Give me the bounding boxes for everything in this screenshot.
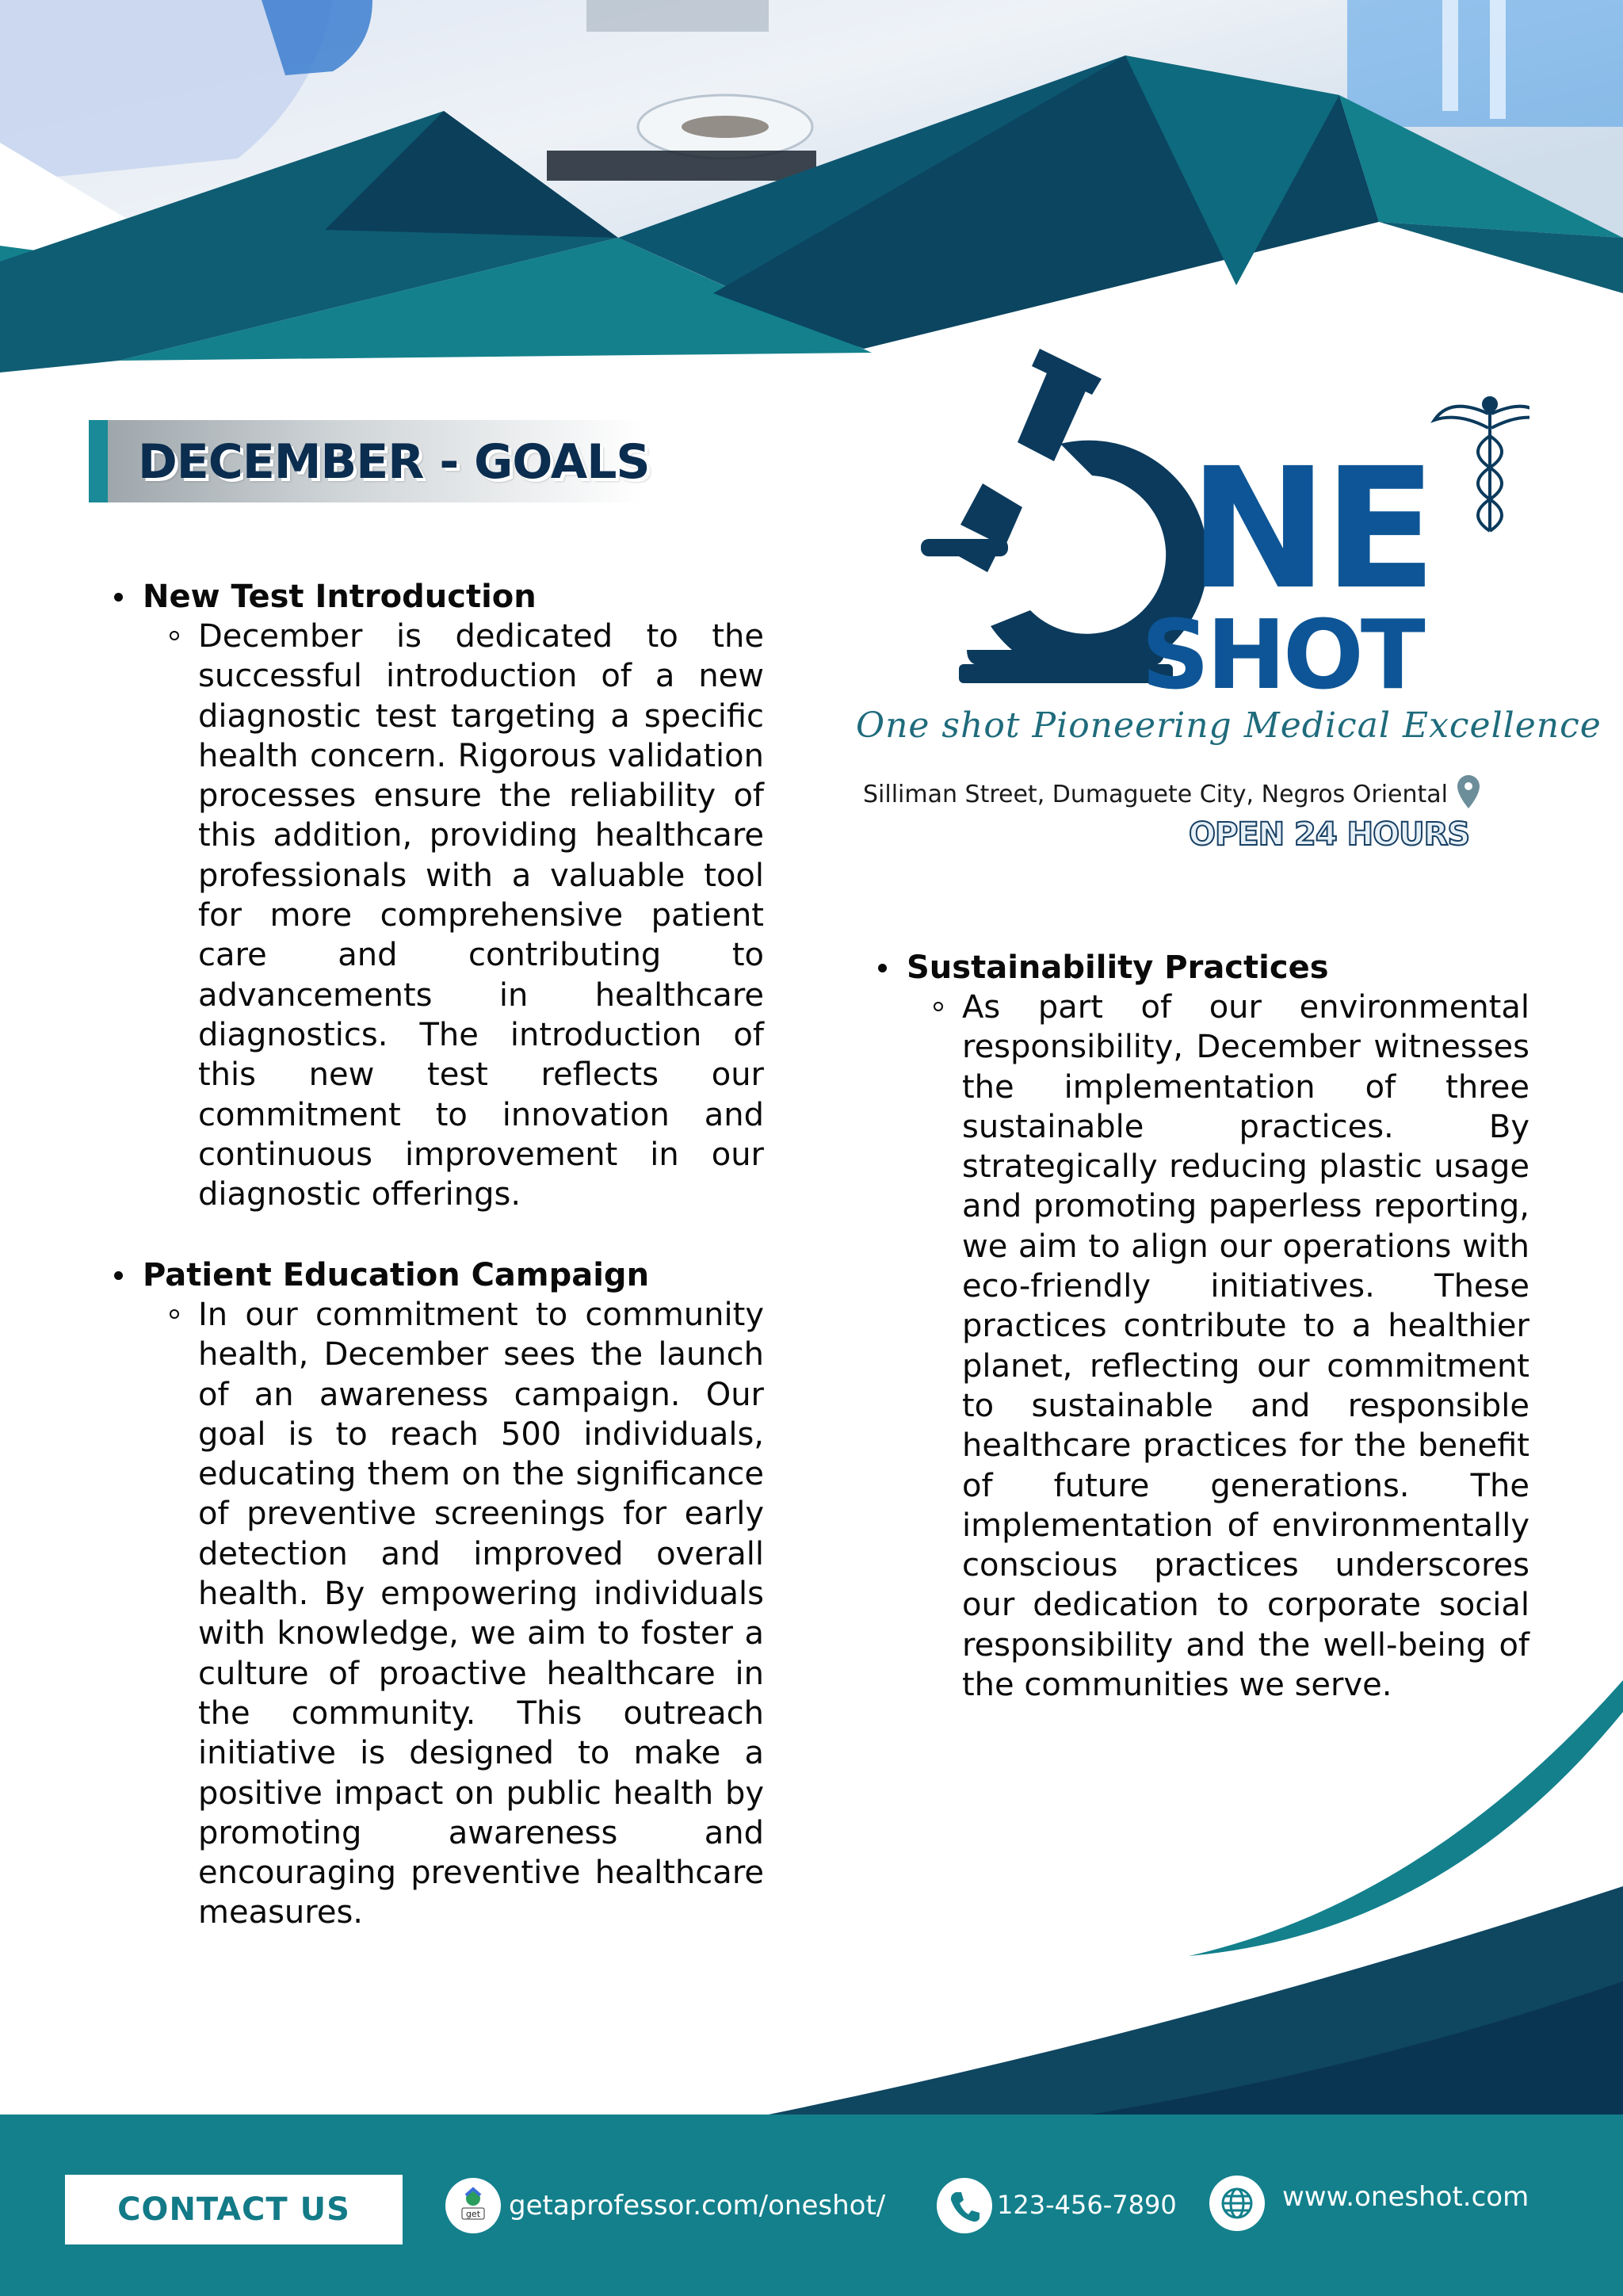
section-body: December is dedicated to the successful introduction of a new diagnostic test targeting a specific health concern. Rigorous validation processes ensure the reliability of this addition, providing healthcare professionals with a valuable tool for more comprehensive patient care and contributing to advancements in healthcare diagnostics. The introduction of this new test reflects our commitment to innovation and continuous improvement in our diagnostic offerings. <box>198 617 764 1214</box>
link-badge-text: get <box>465 2209 481 2219</box>
phone-icon <box>937 2178 992 2233</box>
section-body: In our commitment to community health, December sees the launch of an awareness campaign. Our goal is to reach 500 individuals, educating them on the significance of preventive screenings for early detection and improved overall health. By empowering individuals with knowledge, we aim to foster a culture of proactive healthcare in the community. This outreach initiative is designed to make a positive impact on public health by promoting awareness and encouraging preventive healthcare measures. <box>198 1295 764 1933</box>
page-title: DECEMBER - GOALS <box>138 434 650 490</box>
opening-hours: OPEN 24 HOURS <box>1189 816 1470 853</box>
section-sustainability <box>875 948 1529 1705</box>
section-heading: New Test Introduction <box>111 577 764 617</box>
footer-link[interactable]: getaprofessor.com/oneshot/ <box>509 2190 886 2222</box>
title-accent-bar <box>89 420 108 502</box>
address <box>863 775 1480 808</box>
logo-word-shot: SHOT <box>1141 601 1423 711</box>
section-new-test <box>111 577 764 1214</box>
caduceus-icon <box>1434 398 1529 531</box>
globe-icon <box>1209 2176 1265 2231</box>
section-heading: Patient Education Campaign <box>111 1255 764 1295</box>
section-body: As part of our environmental responsibility, December witnesses the implementation of three sustainable practices. By strategically reducing plastic usage and promoting paperless reporting, we aim to align our operations with eco-friendly initiatives. These practices contribute to a healthier planet, reflecting our commitment to sustainable and responsible healthcare practices for the benefit of future generations. The implementation of environmentally conscious practices underscores our dedication to corporate social responsibility and the well-being of the communities we serve. <box>962 988 1529 1705</box>
address-text: Silliman Street, Dumaguete City, Negros Oriental <box>863 781 1449 808</box>
section-heading: Sustainability Practices <box>875 948 1529 988</box>
link-logo-icon <box>445 2178 501 2233</box>
contact-us-button[interactable] <box>65 2175 403 2244</box>
bottom-wave-decoration <box>0 1617 1623 2124</box>
website-link[interactable]: www.oneshot.com <box>1282 2181 1529 2213</box>
logo-word-one: NE <box>1189 432 1433 626</box>
contact-us-label: CONTACT US <box>117 2191 350 2228</box>
location-pin-icon <box>1457 775 1480 808</box>
header-banner <box>0 0 1623 380</box>
logo <box>911 349 1529 713</box>
phone-number[interactable]: 123-456-7890 <box>997 2190 1177 2220</box>
logo-tagline: One shot Pioneering Medical Excellence <box>856 705 1602 746</box>
